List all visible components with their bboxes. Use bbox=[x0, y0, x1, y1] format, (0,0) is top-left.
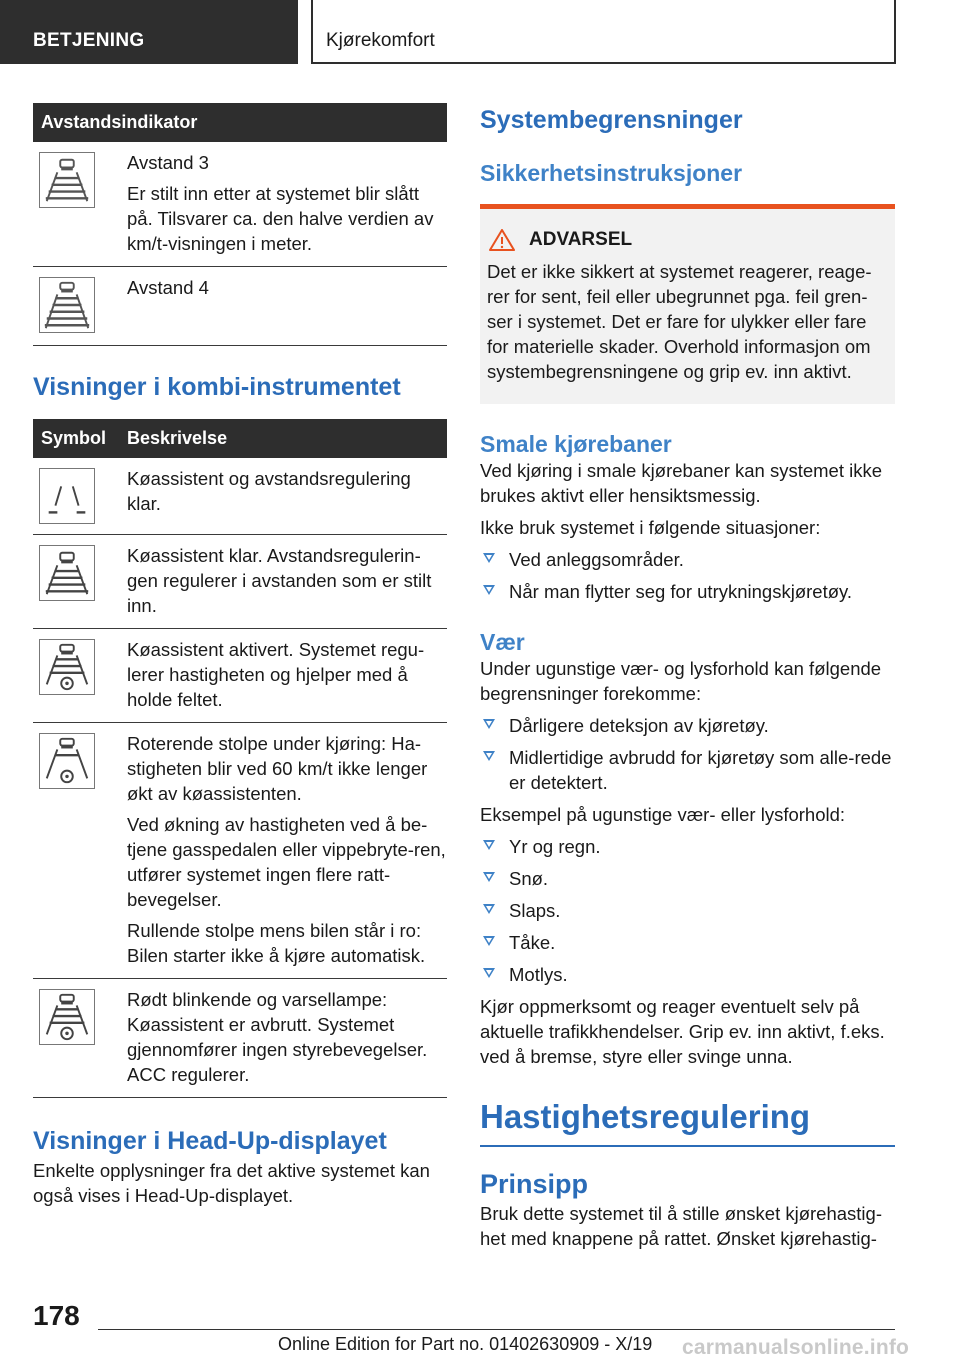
queue-ready-icon bbox=[39, 545, 95, 601]
footer-edition: Online Edition for Part no. 01402630909 - X/19 bbox=[278, 1334, 653, 1354]
bullet-triangle-icon bbox=[483, 719, 495, 729]
symbol-cell bbox=[33, 150, 127, 256]
warning-title bbox=[487, 229, 887, 251]
row-text: Køassistent klar. Avstandsregulerin-gen regulerer i avstanden som er stilt inn. bbox=[127, 545, 432, 616]
bullet-triangle-icon bbox=[483, 751, 495, 761]
list-item bbox=[480, 713, 895, 738]
principle-text: Bruk dette systemet til å stille ønsket kjørehastig-het med knappene på rattet. Ønsket kjørehastig- bbox=[480, 1203, 882, 1249]
table-row bbox=[33, 535, 447, 629]
distance-3-icon bbox=[39, 152, 95, 208]
bullet-triangle-icon bbox=[483, 840, 495, 850]
row-text: Ved økning av hastigheten ved å be-tjene gasspedalen eller vippebryte-ren, utfører systemet ingen flere ratt-bevegelser. bbox=[127, 814, 446, 910]
weather-examples-intro: Eksempel på ugunstige vær- eller lysforhold: bbox=[480, 804, 846, 825]
col-description: Beskrivelse bbox=[127, 428, 228, 448]
list-item bbox=[480, 962, 895, 987]
description-cell bbox=[127, 466, 447, 524]
symbol-cell bbox=[33, 543, 127, 618]
list-item bbox=[480, 745, 895, 795]
warning-box bbox=[480, 204, 895, 404]
weather-examples-list bbox=[480, 834, 895, 987]
bullet-triangle-icon bbox=[483, 904, 495, 914]
principle-heading: Prinsipp bbox=[480, 1169, 589, 1199]
row-text: Køassistent aktivert. Systemet regu-lerer hastigheten og hjelper med å holde feltet. bbox=[127, 639, 425, 710]
symbol-cell bbox=[33, 637, 127, 712]
list-item bbox=[480, 898, 895, 923]
list-item-text: Dårligere deteksjon av kjøretøy. bbox=[509, 715, 769, 736]
narrow-lanes-heading: Smale kjørebaner bbox=[480, 431, 672, 457]
description-cell bbox=[127, 987, 447, 1087]
row-text: Er stilt inn etter at systemet blir slått på. Tilsvarer ca. den halve verdien av km/t-visningen i meter. bbox=[127, 183, 434, 254]
kombi-table bbox=[33, 419, 447, 1098]
table-row bbox=[33, 723, 447, 979]
row-text: Avstand 4 bbox=[127, 277, 209, 298]
table-row bbox=[33, 458, 447, 535]
narrow-lanes-text: Ved kjøring i smale kjørebaner kan systemet ikke brukes aktivt eller hensiktsmessig. bbox=[480, 460, 883, 506]
list-item-text: Når man flytter seg for utrykningskjøretøy. bbox=[509, 581, 853, 602]
chapter-heading: Hastighetsregulering bbox=[480, 1097, 895, 1147]
description-cell bbox=[127, 275, 447, 333]
distance-table bbox=[33, 103, 447, 346]
row-text: Rullende stolpe mens bilen står i ro: Bilen starter ikke å kjøre automatisk. bbox=[127, 920, 426, 966]
warning-text: Det er ikke sikkert at systemet reagerer, reage-rer for sent, feil eller ubegrunnet pga. feil gren-ser i systemet. Det er fare for ulykker eller fare for materielle skader. Overhold informasjon om systembegrensningene og grip ev. inn aktivt. bbox=[487, 261, 872, 382]
warning-triangle-icon bbox=[489, 229, 515, 251]
page-number: 178 bbox=[33, 1300, 80, 1331]
distance-table-header bbox=[33, 103, 447, 142]
weather-limits-list bbox=[480, 713, 895, 795]
right-column bbox=[480, 103, 895, 1251]
description-cell bbox=[127, 637, 447, 712]
list-item bbox=[480, 930, 895, 955]
list-item-text: Tåke. bbox=[509, 932, 556, 953]
left-column bbox=[33, 103, 447, 1208]
list-item bbox=[480, 547, 895, 572]
queue-active-icon bbox=[39, 639, 95, 695]
table-row bbox=[33, 142, 447, 267]
bullet-triangle-icon bbox=[483, 553, 495, 563]
bullet-triangle-icon bbox=[483, 968, 495, 978]
watermark: carmanualsonline.info bbox=[682, 1336, 910, 1359]
row-text: Roterende stolpe under kjøring: Ha-stigheten blir ved 60 km/t ikke lenger økt av køassistenten. bbox=[127, 733, 428, 804]
list-item-text: Ved anleggsområder. bbox=[509, 549, 684, 570]
list-item-text: Snø. bbox=[509, 868, 549, 889]
warning-title-text: ADVARSEL bbox=[529, 229, 633, 250]
row-text: Avstand 3 bbox=[127, 152, 209, 173]
list-item-text: Slaps. bbox=[509, 900, 561, 921]
bullet-triangle-icon bbox=[483, 872, 495, 882]
list-item bbox=[480, 579, 895, 604]
distance-table-header-label: Avstandsindikator bbox=[41, 112, 198, 132]
description-cell bbox=[127, 731, 447, 968]
section-tab: BETJENING bbox=[0, 0, 298, 64]
queue-rotating-icon bbox=[39, 733, 95, 789]
system-limits-heading: Systembegrensninger bbox=[480, 106, 743, 134]
list-item bbox=[480, 866, 895, 891]
weather-outro: Kjør oppmerksomt og reager eventuelt selv på aktuelle trafikkhendelser. Grip ev. inn aktivt, f.eks. ved å bremse, styre eller svinge unna. bbox=[480, 996, 885, 1067]
weather-text: Under ugunstige vær- og lysforhold kan følgende begrensninger forekomme: bbox=[480, 658, 882, 704]
list-item-text: Midlertidige avbrudd for kjøretøy som alle-rede er detektert. bbox=[509, 747, 892, 793]
table-row bbox=[33, 267, 447, 346]
description-cell bbox=[127, 543, 447, 618]
hud-heading: Visninger i Head-Up-displayet bbox=[33, 1127, 387, 1155]
safety-heading: Sikkerhetsinstruksjoner bbox=[480, 160, 743, 186]
row-text: Rødt blinkende og varsellampe: Køassistent er avbrutt. Systemet gjennomfører ingen styrebevegelser. ACC regulerer. bbox=[127, 989, 428, 1085]
queue-warning-icon bbox=[39, 989, 95, 1045]
symbol-cell bbox=[33, 731, 127, 968]
kombi-table-header bbox=[33, 419, 447, 458]
lane-lines-icon bbox=[39, 468, 95, 524]
list-item-text: Motlys. bbox=[509, 964, 568, 985]
weather-heading: Vær bbox=[480, 629, 525, 655]
kombi-heading: Visninger i kombi-instrumentet bbox=[33, 373, 401, 401]
table-row bbox=[33, 629, 447, 723]
chapter-tab: Kjørekomfort bbox=[311, 0, 896, 64]
footer-divider bbox=[98, 1329, 895, 1330]
bullet-triangle-icon bbox=[483, 585, 495, 595]
list-item-text: Yr og regn. bbox=[509, 836, 601, 857]
symbol-cell bbox=[33, 987, 127, 1087]
list-item bbox=[480, 834, 895, 859]
narrow-lanes-list bbox=[480, 547, 895, 604]
hud-text: Enkelte opplysninger fra det aktive systemet kan også vises i Head-Up-displayet. bbox=[33, 1160, 430, 1206]
description-cell bbox=[127, 150, 447, 256]
row-text: Køassistent og avstandsregulering klar. bbox=[127, 468, 411, 514]
symbol-cell bbox=[33, 466, 127, 524]
table-row bbox=[33, 979, 447, 1098]
distance-4-icon bbox=[39, 277, 95, 333]
col-symbol: Symbol bbox=[41, 428, 107, 448]
narrow-lanes-intro: Ikke bruk systemet i følgende situasjoner: bbox=[480, 517, 821, 538]
symbol-cell bbox=[33, 275, 127, 333]
bullet-triangle-icon bbox=[483, 936, 495, 946]
